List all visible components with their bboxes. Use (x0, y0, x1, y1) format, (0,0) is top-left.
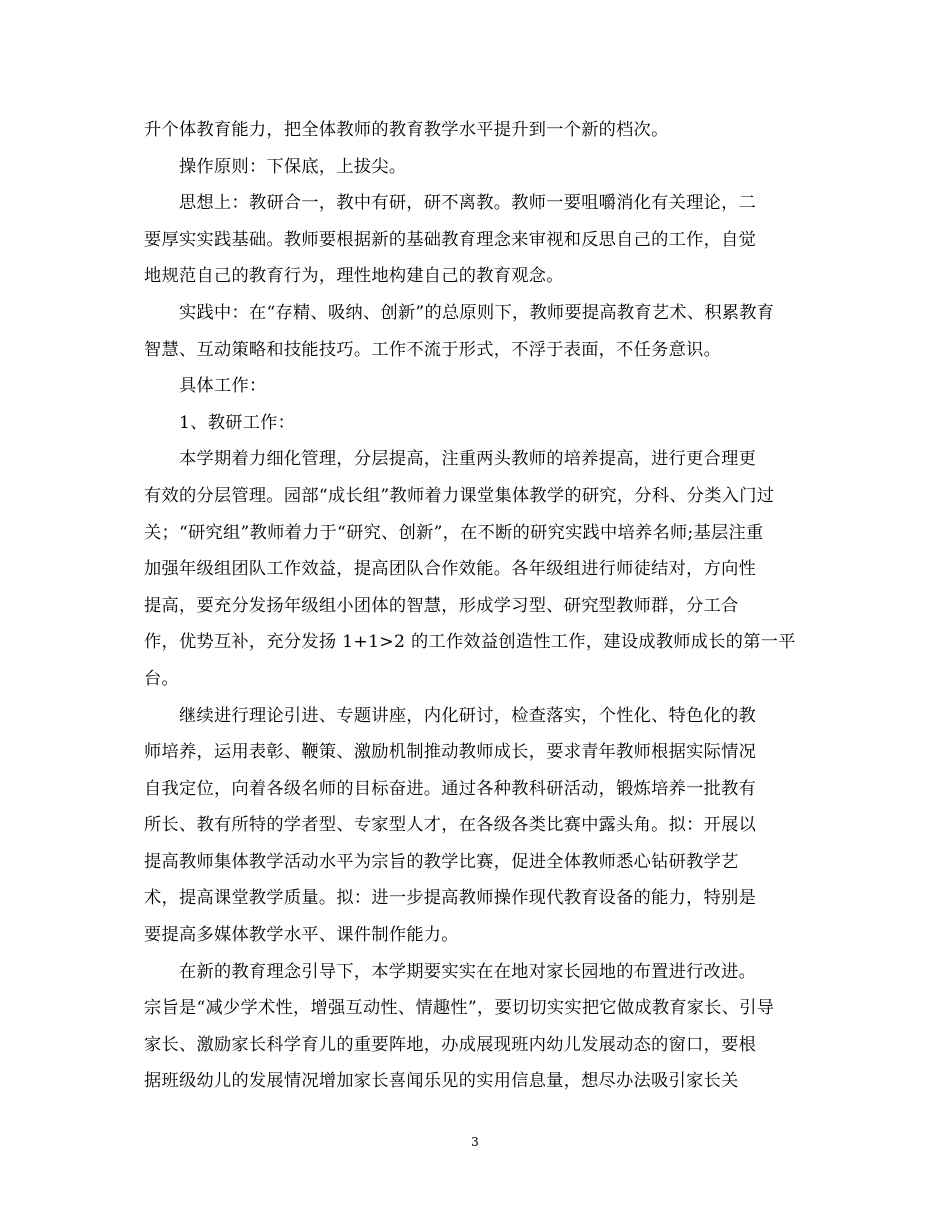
text-line: 提高教师集体教学活动水平为宗旨的教学比赛，促进全体教师悉心钻研教学艺 (144, 851, 739, 872)
text-line: 在新的教育理念引导下，本学期要实实在在地对家长园地的布置进行改进。 (179, 961, 757, 982)
text-line: 实践中：在“存精、吸纳、创新”的总原则下，教师要提高教育艺术、积累教育 (179, 302, 775, 323)
text-line: 所长、教有所特的学者型、专家型人才，在各级各类比赛中露头角。拟：开展以 (144, 815, 757, 836)
text-line: 智慧、互动策略和技能技巧。工作不流于形式，不浮于表面，不任务意识。 (144, 339, 722, 360)
text-line: 地规范自己的教育行为，理性地构建自己的教育观念。 (144, 266, 564, 287)
text-line: 术，提高课堂教学质量。拟：进一步提高教师操作现代教育设备的能力，特别是 (144, 888, 757, 909)
text-line: 师培养，运用表彰、鞭策、激励机制推动教师成长，要求青年教师根据实际情况 (144, 742, 757, 763)
text-line: 有效的分层管理。园部“成长组”教师着力课堂集体教学的研究，分科、分类入门过 (144, 485, 775, 506)
text-line: 1、教研工作： (179, 412, 296, 433)
text-line: 加强年级组团队工作效益，提高团队合作效能。各年级组进行师徒结对，方向性 (144, 559, 757, 580)
text-line: 关；“研究组”教师着力于“研究、创新”，在不断的研究实践中培养名师;基层注重 (144, 522, 764, 543)
text-line: 家长、激励家长科学育儿的重要阵地，办成展现班内幼儿发展动态的窗口，要根 (144, 1034, 757, 1055)
text-line: 台。 (144, 668, 179, 689)
text-line: 据班级幼儿的发展情况增加家长喜闻乐见的实用信息量，想尽办法吸引家长关 (144, 1071, 739, 1092)
text-line: 思想上：教研合一，教中有研，研不离教。教师一要咀嚼消化有关理论，二 (179, 193, 757, 214)
text-line: 升个体教育能力，把全体教师的教育教学水平提升到一个新的档次。 (144, 120, 669, 140)
text-line: 要提高多媒体教学水平、课件制作能力。 (144, 925, 459, 946)
text-line: 作，优势互补，充分发扬 1+1>2 的工作效益创造性工作，建设成教师成长的第一平 (144, 632, 796, 653)
text-line: 继续进行理论引进、专题讲座，内化研讨，检查落实，个性化、特色化的教 (179, 705, 757, 726)
text-line: 自我定位，向着各级名师的目标奋进。通过各种教科研活动，锻炼培养一批教有 (144, 778, 757, 799)
text-line: 宗旨是“减少学术性，增强互动性、情趣性”，要切切实实把它做成教育家长、引导 (144, 998, 775, 1019)
body-text (144, 112, 812, 1100)
text-line: 本学期着力细化管理，分层提高，注重两头教师的培养提高，进行更合理更 (179, 449, 757, 470)
text-line: 要厚实实践基础。教师要根据新的基础教育理念来审视和反思自己的工作，自觉 (144, 229, 757, 250)
page-number: 3 (471, 1135, 479, 1149)
text-line: 操作原则：下保底，上拔尖。 (179, 156, 407, 177)
text-line: 具体工作： (179, 376, 267, 397)
text-line: 提高，要充分发扬年级组小团体的智慧，形成学习型、研究型教师群，分工合 (144, 595, 739, 616)
